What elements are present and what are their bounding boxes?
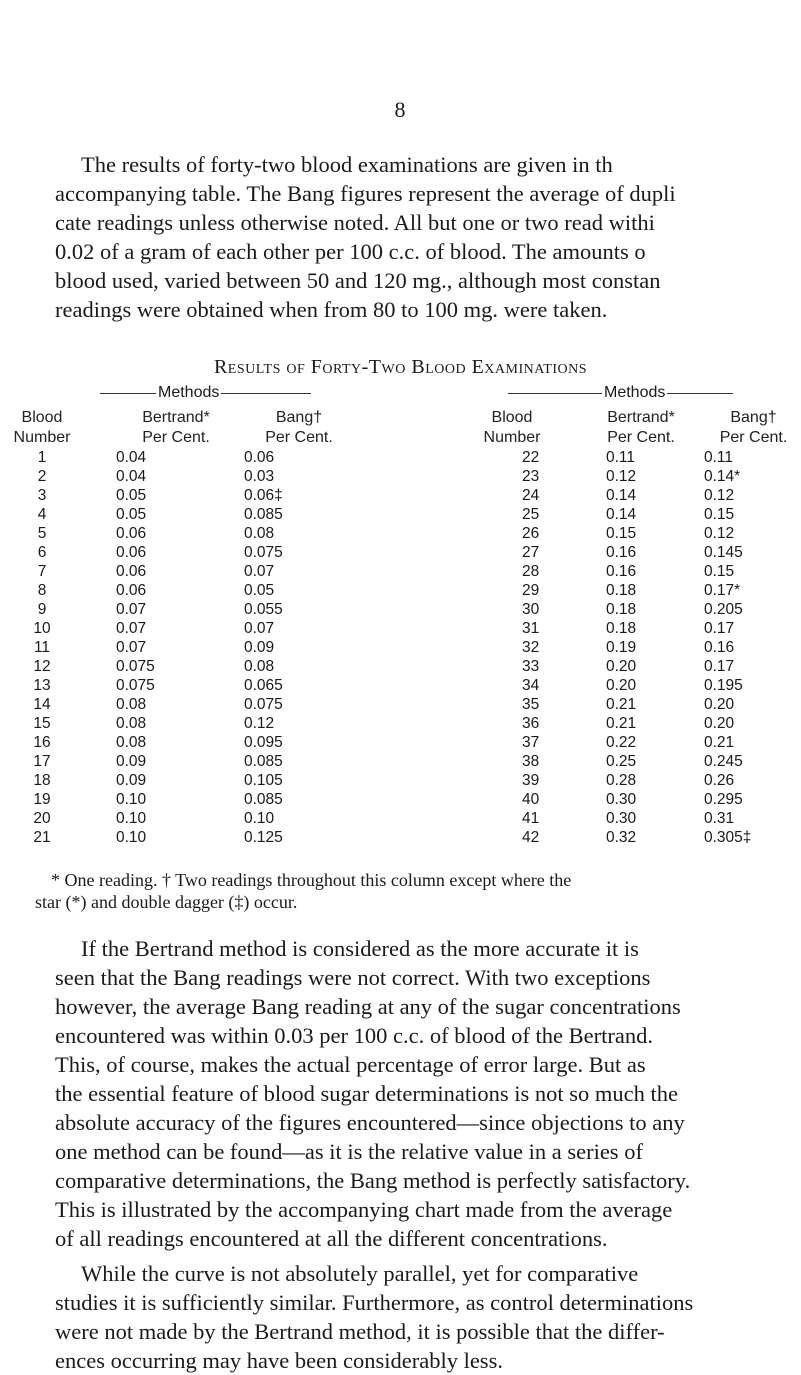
- cell-bertrand: 0.20: [606, 677, 637, 694]
- cell-bang: 0.08: [244, 658, 275, 675]
- table-row: [0, 638, 801, 657]
- spacer: [84, 809, 116, 828]
- methods-text: Methods: [604, 384, 666, 401]
- spacer: [84, 619, 116, 638]
- spacer: [384, 809, 522, 828]
- table-row: [0, 695, 801, 714]
- cell-bertrand: 0.11: [606, 449, 636, 466]
- cell-blood-number: 4: [37, 506, 47, 523]
- cell-bang: 0.075: [244, 696, 283, 713]
- cell-blood-number: 32: [522, 639, 540, 656]
- cell-blood-number: 37: [522, 734, 540, 751]
- cell-blood-number: 15: [33, 715, 51, 732]
- cell-blood-number: 34: [522, 677, 540, 694]
- spacer: [384, 581, 522, 600]
- cell-bang: 0.07: [244, 563, 275, 580]
- cell-bertrand: 0.22: [606, 734, 637, 751]
- cell-bang: 0.20: [704, 715, 735, 732]
- cell-bang: 0.245: [704, 753, 743, 770]
- table-row: [0, 543, 801, 562]
- spacer: [384, 790, 522, 809]
- cell-bertrand: 0.05: [116, 506, 147, 523]
- spacer: [562, 771, 606, 790]
- cell-bang: 0.195: [704, 677, 743, 694]
- text-line: 0.02 of a gram of each other per 100 c.c. of blood. The amounts o: [55, 239, 646, 264]
- spacer: [562, 467, 606, 486]
- cell-bang: 0.065: [244, 677, 283, 694]
- cell-bang: 0.145: [704, 544, 743, 561]
- spacer: [562, 524, 606, 543]
- cell-bertrand: 0.19: [606, 639, 637, 656]
- header-line: Number: [483, 429, 541, 446]
- cell-bang: 0.06: [244, 449, 275, 466]
- header-line: Per Cent.: [719, 429, 788, 446]
- cell-blood-number: 5: [37, 525, 47, 542]
- cell-blood-number: 16: [33, 734, 51, 751]
- cell-blood-number: 1: [37, 449, 47, 466]
- intro-paragraph: [55, 150, 801, 324]
- spacer: [84, 695, 116, 714]
- cell-bang: 0.17*: [704, 582, 741, 599]
- spacer: [384, 733, 522, 752]
- spacer: [84, 657, 116, 676]
- cell-blood-number: 22: [522, 449, 540, 466]
- cell-blood-number: 2: [37, 468, 47, 485]
- spacer: [84, 714, 116, 733]
- table-row: [0, 600, 801, 619]
- cell-bang: 0.15: [704, 563, 735, 580]
- cell-bertrand: 0.05: [116, 487, 147, 504]
- text-line: cate readings unless otherwise noted. All but one or two read withi: [55, 210, 655, 235]
- spacer: [84, 752, 116, 771]
- body-paragraphs: [55, 934, 801, 1375]
- cell-bertrand: 0.08: [116, 715, 147, 732]
- cell-bang: 0.11: [704, 449, 734, 466]
- cell-bertrand: 0.20: [606, 658, 637, 675]
- table-row: [0, 714, 801, 733]
- cell-blood-number: 35: [522, 696, 540, 713]
- cell-bang: 0.06‡: [244, 487, 283, 504]
- footnote-line: * One reading. † Two readings throughout this column except where the: [51, 870, 572, 890]
- cell-blood-number: 30: [522, 601, 540, 618]
- cell-blood-number: 28: [522, 563, 540, 580]
- spacer: [384, 600, 522, 619]
- cell-bertrand: 0.14: [606, 487, 637, 504]
- cell-blood-number: 27: [522, 544, 540, 561]
- spacer: [84, 790, 116, 809]
- cell-blood-number: 42: [522, 829, 540, 846]
- table-row: [0, 467, 801, 486]
- cell-bang: 0.095: [244, 734, 283, 751]
- spacer: [84, 581, 116, 600]
- cell-bertrand: 0.10: [116, 810, 147, 827]
- spacer: [562, 714, 606, 733]
- header-bang-left: [244, 408, 354, 448]
- cell-bertrand: 0.18: [606, 601, 637, 618]
- spacer: [84, 771, 116, 790]
- text-line: This is illustrated by the accompanying chart made from the average: [55, 1197, 673, 1222]
- methods-rule: [667, 393, 733, 394]
- text-line: the essential feature of blood sugar determinations is not so much the: [55, 1081, 678, 1106]
- header-blood-number-right: [470, 408, 554, 448]
- cell-bang: 0.085: [244, 506, 283, 523]
- cell-bertrand: 0.18: [606, 582, 637, 599]
- cell-bertrand: 0.08: [116, 696, 147, 713]
- cell-bang: 0.26: [704, 772, 735, 789]
- spacer: [562, 638, 606, 657]
- cell-bang: 0.295: [704, 791, 743, 808]
- text-line: blood used, varied between 50 and 120 mg., although most constan: [55, 268, 661, 293]
- cell-blood-number: 18: [33, 772, 51, 789]
- cell-bertrand: 0.32: [606, 829, 637, 846]
- text-line: While the curve is not absolutely parallel, yet for comparative: [81, 1261, 639, 1286]
- spacer: [384, 486, 522, 505]
- spacer: [562, 619, 606, 638]
- cell-bang: 0.03: [244, 468, 275, 485]
- spacer: [384, 448, 522, 467]
- cell-bertrand: 0.16: [606, 563, 637, 580]
- spacer: [384, 714, 522, 733]
- methods-rule: [221, 393, 311, 394]
- table-title-text: Results of Forty-Two Blood Examinations: [213, 356, 588, 378]
- table-row: [0, 733, 801, 752]
- cell-bang: 0.085: [244, 753, 283, 770]
- cell-bang: 0.21: [704, 734, 735, 751]
- text-line: readings were obtained when from 80 to 100 mg. were taken.: [55, 297, 608, 322]
- cell-bertrand: 0.25: [606, 753, 637, 770]
- text-line: studies it is sufficiently similar. Furthermore, as control determinations: [55, 1290, 694, 1315]
- spacer: [384, 562, 522, 581]
- cell-blood-number: 7: [37, 563, 47, 580]
- text-line: seen that the Bang readings were not correct. With two exceptions: [55, 965, 651, 990]
- spacer: [84, 448, 116, 467]
- cell-bertrand: 0.06: [116, 525, 147, 542]
- cell-bertrand: 0.28: [606, 772, 637, 789]
- spacer: [384, 619, 522, 638]
- cell-blood-number: 17: [33, 753, 51, 770]
- text-line: encountered was within 0.03 per 100 c.c. of blood of the Bertrand.: [55, 1023, 653, 1048]
- cell-bertrand: 0.09: [116, 772, 147, 789]
- table-row: [0, 505, 801, 524]
- spacer: [84, 676, 116, 695]
- methods-rule: [100, 393, 156, 394]
- spacer: [562, 562, 606, 581]
- spacer: [562, 505, 606, 524]
- cell-bang: 0.055: [244, 601, 283, 618]
- cell-blood-number: 31: [522, 620, 540, 637]
- cell-bertrand: 0.10: [116, 791, 147, 808]
- cell-bang: 0.17: [704, 620, 735, 637]
- spacer: [384, 828, 522, 847]
- cell-bertrand: 0.06: [116, 563, 147, 580]
- spacer: [84, 505, 116, 524]
- cell-blood-number: 10: [33, 620, 51, 637]
- cell-blood-number: 23: [522, 468, 540, 485]
- cell-bang: 0.31: [704, 810, 735, 827]
- spacer: [384, 771, 522, 790]
- cell-bertrand: 0.04: [116, 449, 147, 466]
- cell-bang: 0.05: [244, 582, 275, 599]
- cell-bang: 0.085: [244, 791, 283, 808]
- spacer: [384, 676, 522, 695]
- spacer: [562, 752, 606, 771]
- spacer: [562, 809, 606, 828]
- text-line: ences occurring may have been considerably less.: [55, 1348, 503, 1373]
- cell-bang: 0.12: [704, 487, 735, 504]
- table-row: [0, 790, 801, 809]
- spacer: [84, 543, 116, 562]
- cell-bang: 0.075: [244, 544, 283, 561]
- cell-bertrand: 0.07: [116, 620, 147, 637]
- cell-bertrand: 0.10: [116, 829, 147, 846]
- cell-bertrand: 0.075: [116, 677, 155, 694]
- cell-bertrand: 0.30: [606, 810, 637, 827]
- cell-bertrand: 0.30: [606, 791, 637, 808]
- cell-blood-number: 21: [33, 829, 51, 846]
- cell-bertrand: 0.16: [606, 544, 637, 561]
- cell-blood-number: 38: [522, 753, 540, 770]
- cell-bertrand: 0.07: [116, 639, 147, 656]
- header-line: Blood: [491, 409, 533, 426]
- spacer: [562, 676, 606, 695]
- spacer: [384, 524, 522, 543]
- cell-bang: 0.305‡: [704, 829, 752, 846]
- header-line: Bang†: [730, 409, 777, 426]
- cell-blood-number: 9: [37, 601, 47, 618]
- cell-bang: 0.20: [704, 696, 735, 713]
- cell-blood-number: 6: [37, 544, 47, 561]
- table-row: [0, 581, 801, 600]
- cell-blood-number: 11: [33, 639, 51, 656]
- cell-blood-number: 8: [37, 582, 47, 599]
- header-line: Bertrand*: [607, 409, 675, 426]
- cell-blood-number: 25: [522, 506, 540, 523]
- cell-blood-number: 3: [37, 487, 47, 504]
- table-row: [0, 809, 801, 828]
- header-line: Number: [13, 429, 71, 446]
- table-row: [0, 524, 801, 543]
- cell-bertrand: 0.07: [116, 601, 147, 618]
- cell-bang: 0.12: [244, 715, 275, 732]
- cell-blood-number: 36: [522, 715, 540, 732]
- cell-blood-number: 26: [522, 525, 540, 542]
- spacer: [562, 543, 606, 562]
- spacer: [562, 657, 606, 676]
- header-line: Bertrand*: [142, 409, 210, 426]
- spacer: [84, 638, 116, 657]
- table-row: [0, 486, 801, 505]
- spacer: [562, 486, 606, 505]
- cell-blood-number: 24: [522, 487, 540, 504]
- text-line: accompanying table. The Bang figures represent the average of dupli: [55, 181, 676, 206]
- cell-bang: 0.10: [244, 810, 275, 827]
- cell-bang: 0.07: [244, 620, 275, 637]
- methods-rule: [508, 393, 602, 394]
- header-line: Per Cent.: [607, 429, 675, 446]
- cell-blood-number: 14: [33, 696, 51, 713]
- header-bang-right: [706, 408, 801, 448]
- footnote-line: star (*) and double dagger (‡) occur.: [35, 892, 298, 912]
- spacer: [84, 600, 116, 619]
- table-row: [0, 448, 801, 467]
- table-row: [0, 771, 801, 790]
- text-line: If the Bertrand method is considered as the more accurate it is: [81, 936, 639, 961]
- cell-blood-number: 12: [33, 658, 51, 675]
- spacer: [384, 695, 522, 714]
- cell-bertrand: 0.06: [116, 582, 147, 599]
- cell-bertrand: 0.18: [606, 620, 637, 637]
- spacer: [384, 543, 522, 562]
- text-line: of all readings encountered at all the different concentrations.: [55, 1226, 608, 1251]
- text-line: were not made by the Bertrand method, it is possible that the differ-: [55, 1319, 665, 1344]
- spacer: [84, 467, 116, 486]
- cell-bertrand: 0.075: [116, 658, 155, 675]
- spacer: [384, 505, 522, 524]
- header-line: Per Cent.: [142, 429, 210, 446]
- cell-bertrand: 0.15: [606, 525, 637, 542]
- spacer: [562, 448, 606, 467]
- cell-blood-number: 19: [33, 791, 51, 808]
- spacer: [84, 733, 116, 752]
- cell-blood-number: 33: [522, 658, 540, 675]
- methods-text: Methods: [158, 384, 220, 401]
- cell-blood-number: 39: [522, 772, 540, 789]
- table-row: [0, 657, 801, 676]
- cell-blood-number: 13: [33, 677, 51, 694]
- cell-bang: 0.09: [244, 639, 275, 656]
- spacer: [84, 562, 116, 581]
- spacer: [384, 752, 522, 771]
- table-row: [0, 752, 801, 771]
- text-line: The results of forty-two blood examinations are given in th: [81, 152, 613, 177]
- table-row: [0, 619, 801, 638]
- header-bertrand-left: [116, 408, 236, 448]
- header-line: Blood: [21, 409, 63, 426]
- methods-label-right: [508, 384, 801, 402]
- cell-blood-number: 40: [522, 791, 540, 808]
- spacer: [562, 695, 606, 714]
- cell-bang: 0.17: [704, 658, 735, 675]
- header-line: Bang†: [275, 409, 323, 426]
- header-blood-number-left: [0, 408, 84, 448]
- spacer: [562, 828, 606, 847]
- spacer: [384, 638, 522, 657]
- results-table: [0, 448, 801, 847]
- cell-bang: 0.205: [704, 601, 743, 618]
- text-line: one method can be found—as it is the relative value in a series of: [55, 1139, 643, 1164]
- spacer: [562, 581, 606, 600]
- cell-bertrand: 0.12: [606, 468, 637, 485]
- header-line: Per Cent.: [265, 429, 333, 446]
- cell-bertrand: 0.09: [116, 753, 147, 770]
- cell-bang: 0.15: [704, 506, 735, 523]
- methods-label-left: [100, 384, 332, 402]
- table-footnote: [35, 869, 801, 913]
- cell-blood-number: 29: [522, 582, 540, 599]
- spacer: [84, 524, 116, 543]
- header-bertrand-right: [586, 408, 696, 448]
- cell-bertrand: 0.21: [606, 696, 637, 713]
- page-number: 8: [394, 97, 406, 122]
- spacer: [384, 467, 522, 486]
- cell-bang: 0.12: [704, 525, 735, 542]
- spacer: [384, 657, 522, 676]
- cell-bertrand: 0.06: [116, 544, 147, 561]
- spacer: [562, 790, 606, 809]
- spacer: [84, 486, 116, 505]
- cell-bertrand: 0.08: [116, 734, 147, 751]
- text-line: however, the average Bang reading at any of the sugar concentrations: [55, 994, 681, 1019]
- cell-bang: 0.08: [244, 525, 275, 542]
- table-row: [0, 562, 801, 581]
- text-line: absolute accuracy of the figures encountered—since objections to any: [55, 1110, 685, 1135]
- cell-bertrand: 0.04: [116, 468, 147, 485]
- cell-bang: 0.14*: [704, 468, 741, 485]
- cell-blood-number: 41: [522, 810, 540, 827]
- cell-bang: 0.105: [244, 772, 283, 789]
- cell-bang: 0.16: [704, 639, 735, 656]
- table-row: [0, 828, 801, 847]
- cell-bertrand: 0.21: [606, 715, 637, 732]
- text-line: comparative determinations, the Bang method is perfectly satisfactory.: [55, 1168, 691, 1193]
- cell-blood-number: 20: [33, 810, 51, 827]
- table-title: [0, 356, 801, 379]
- table-row: [0, 676, 801, 695]
- spacer: [84, 828, 116, 847]
- cell-bertrand: 0.14: [606, 506, 637, 523]
- cell-bang: 0.125: [244, 829, 283, 846]
- text-line: This, of course, makes the actual percentage of error large. But as: [55, 1052, 646, 1077]
- spacer: [562, 733, 606, 752]
- spacer: [562, 600, 606, 619]
